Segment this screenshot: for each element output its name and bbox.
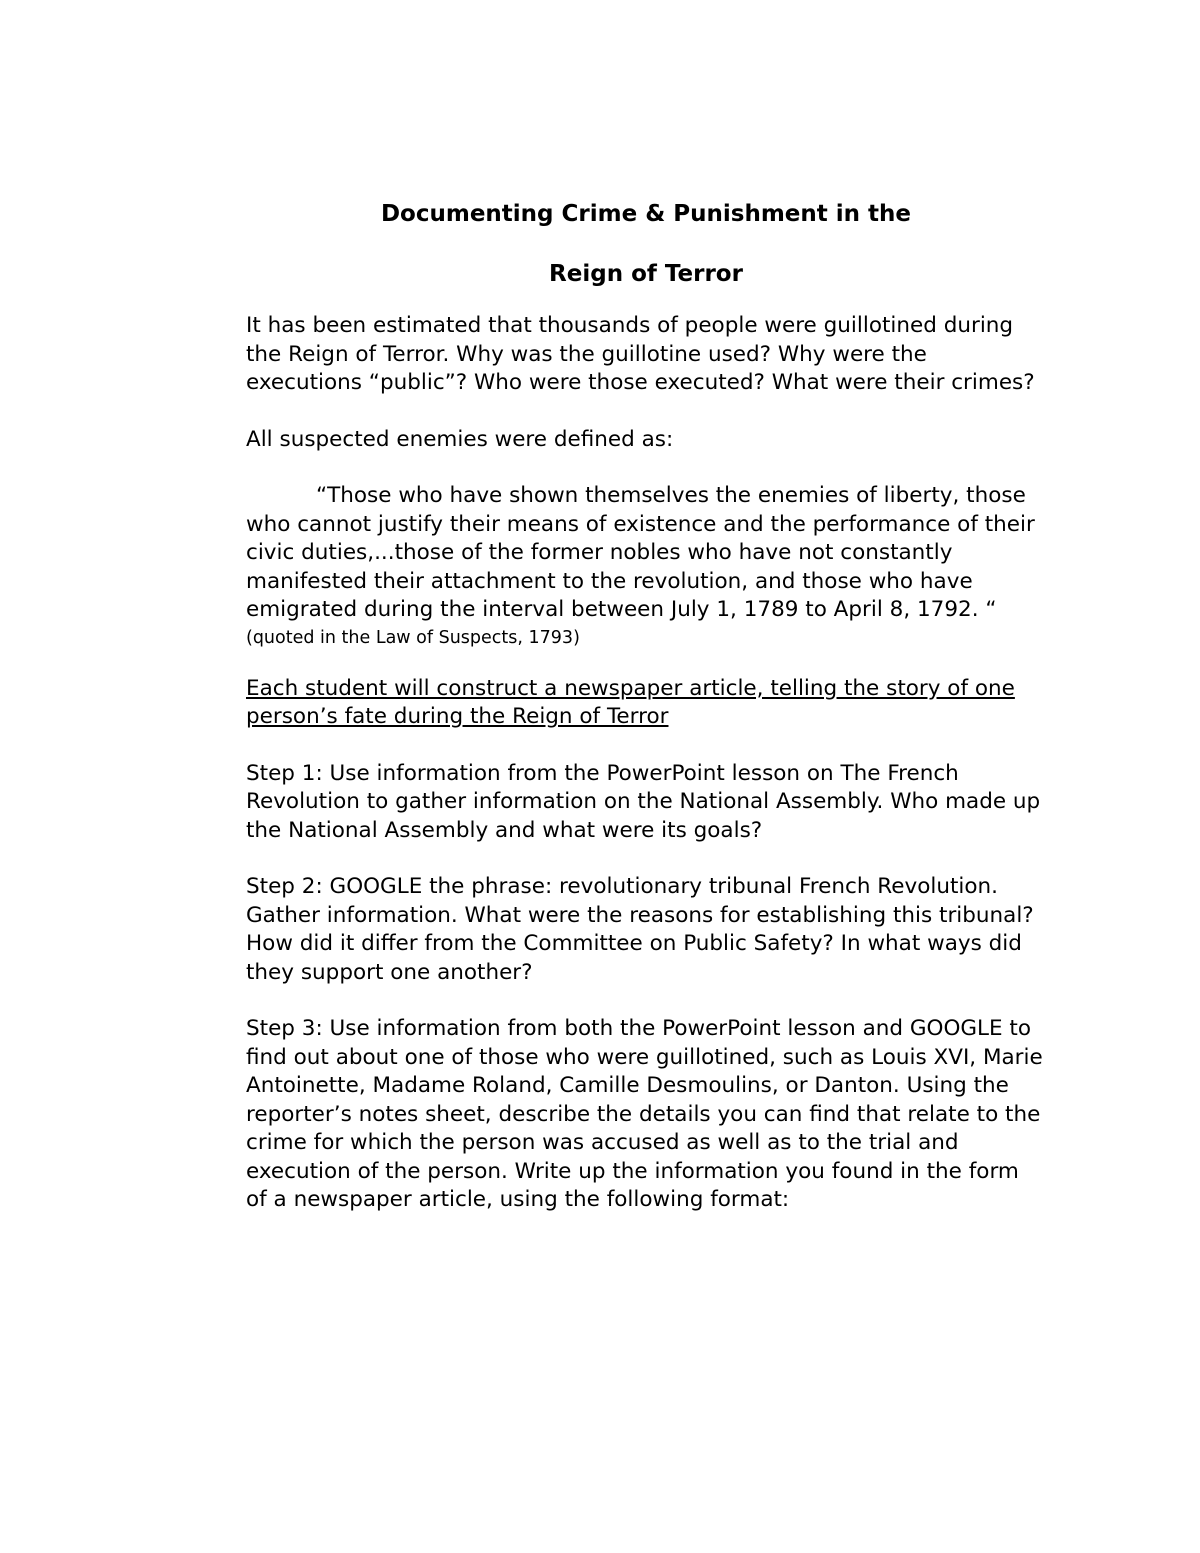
definition-lead: All suspected enemies were defined as: <box>246 426 674 452</box>
assignment-statement: Each student will construct a newspaper article, telling the story of one person’s fate during the Reign of Terror <box>246 675 1015 729</box>
document-title-line-2: Reign of Terror <box>549 261 743 287</box>
step-1-paragraph: Step 1: Use information from the PowerPoint lesson on The French Revolution to gather information on the National Assembly. Who made up the National Assembly and what were its goals? <box>246 760 1041 843</box>
law-of-suspects-quote: “Those who have shown themselves the enemies of liberty, those who cannot justify their means of existence and the performance of their civic duties,...those of the former nobles who have not constantly manifested their attachment to the revolution, and those who have emigrated during the interval between July 1, 1789 to April 8, 1792. “ <box>246 483 1035 622</box>
document-title-line-1: Documenting Crime & Punishment in the <box>380 201 912 227</box>
step-2-paragraph: Step 2: GOOGLE the phrase: revolutionary tribunal French Revolution. Gather information. What were the reasons for establishing this tribunal? How did it differ from the Committee on Public Safety? In what ways did they support one another? <box>246 874 1034 985</box>
document-page <box>246 196 1046 1243</box>
quote-citation: (quoted in the Law of Suspects, 1793) <box>246 627 580 648</box>
intro-paragraph: It has been estimated that thousands of people were guillotined during the Reign of Terror. Why was the guillotine used? Why were the executions “public”? Who were those executed? What were their crimes? <box>246 313 1035 395</box>
step-3-paragraph: Step 3: Use information from both the PowerPoint lesson and GOOGLE to find out about one of those who were guillotined, such as Louis XVI, Marie Antoinette, Madame Roland, Camille Desmoulins, or Danton. Using the reporter’s notes sheet, describe the details you can find that relate to the crime for which the person was accused as well as to the trial and execution of the person. Write up the information you found in the form of a newspaper article, using the following format: <box>246 1016 1043 1212</box>
